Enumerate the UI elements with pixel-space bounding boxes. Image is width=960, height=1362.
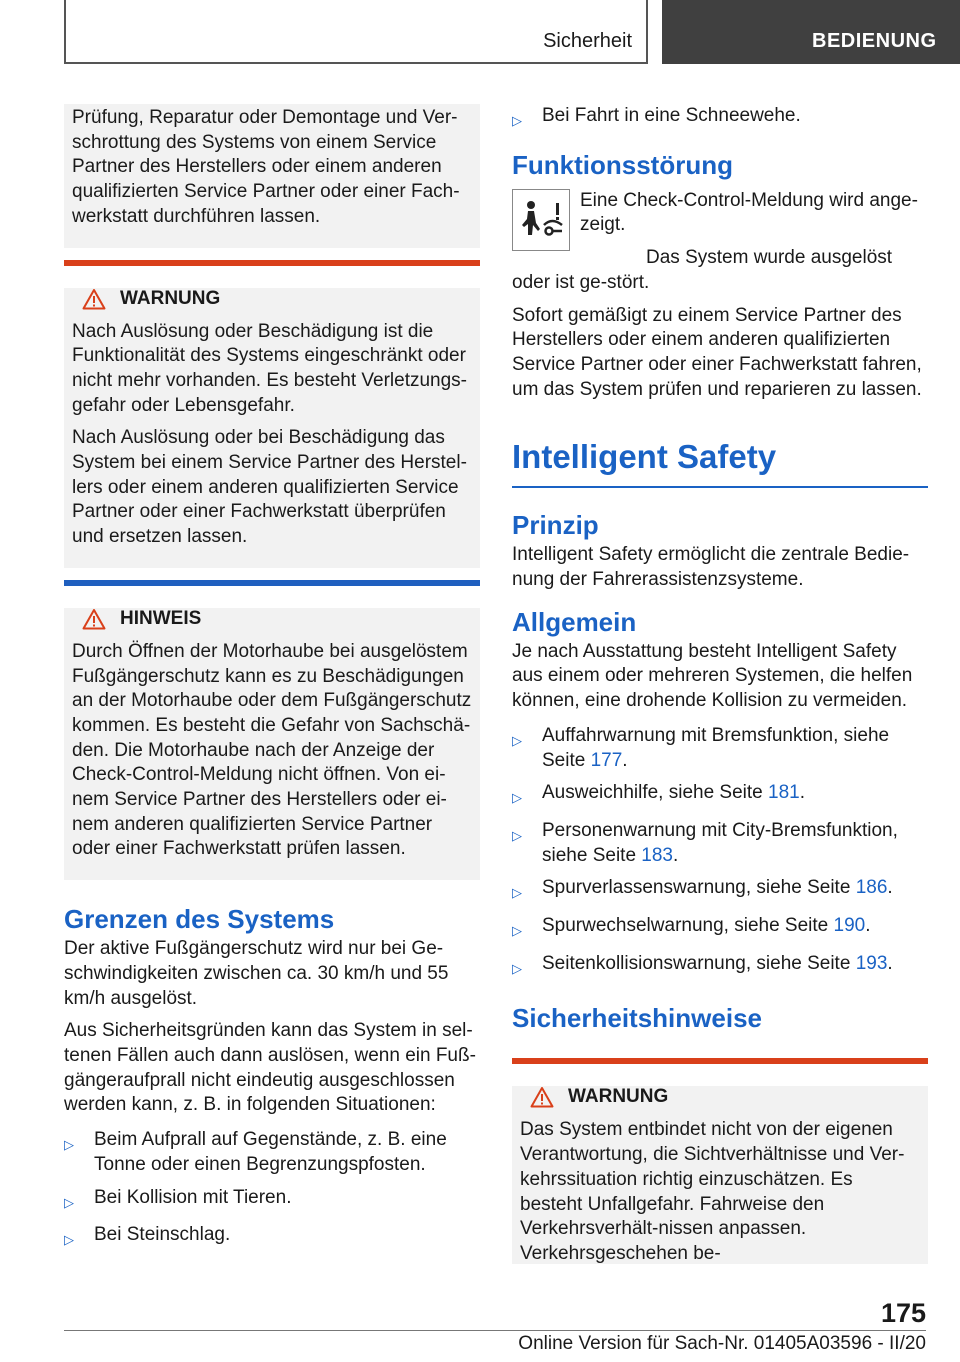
bullet-triangle-icon: ▷ xyxy=(64,1137,74,1153)
list-item xyxy=(512,914,928,944)
allgemein-paragraph: Je nach Ausstattung besteht Intelligent Safety aus einem oder mehreren Systemen, die helfen können, eine drohende Kollision zu vermeiden. xyxy=(512,640,913,712)
list-item xyxy=(64,1186,480,1216)
warning-title: WARNUNG xyxy=(120,287,221,309)
hint-paragraph: Durch Öffnen der Motorhaube bei ausgelöstem Fußgängerschutz kann es zu Beschädigungen an der Motorhaube oder dem Fußgängerschutz kommen. Es besteht die Gefahr von Sachschä‐den. Die Motorhaube nach der Anzeige der Check-Control-Meldung nicht öffnen. Von ei‐nem Service Partner des Herstellers oder ei‐nem anderen qualifizierten Service Partner oder einer Fachwerkstatt prüfen lassen. xyxy=(72,640,472,860)
intelligent-safety-heading: Intelligent Safety xyxy=(512,438,928,488)
bullet-triangle-icon: ▷ xyxy=(64,1194,74,1210)
warning-title: WARNUNG xyxy=(568,1086,669,1108)
list-item xyxy=(512,819,928,868)
prinzip-paragraph: Intelligent Safety ermöglicht die zentrale Bedie‐nung der Fahrerassistenzsysteme. xyxy=(512,544,910,591)
warning-header xyxy=(530,1086,920,1108)
header-chapter-title: BEDIENUNG xyxy=(812,30,937,52)
warning-header xyxy=(82,288,472,310)
fault-paragraph-1: Eine Check-Control-Meldung wird ange‐zeigt. xyxy=(580,189,918,236)
warning-paragraph: Das System entbindet nicht von der eigenen Verantwortung, die Sichtverhältnisse und Ver‐kehrssituation richtig einzuschätzen. Es besteht Unfallgefahr. Fahrweise den Verkehrsverhält‐nissen anpassen. Verkehrsgeschehen be‐ xyxy=(520,1119,905,1264)
list-item-text: Bei Steinschlag. xyxy=(94,1224,231,1246)
list-item-text: Auffahrwarnung mit Bremsfunktion, siehe Seite 177. xyxy=(542,724,890,771)
bullet-triangle-icon: ▷ xyxy=(512,923,522,939)
list-item-text: Bei Fahrt in eine Schneewehe. xyxy=(542,105,801,126)
list-item xyxy=(64,1223,480,1253)
limits-heading: Grenzen des Systems xyxy=(64,904,335,935)
header-section-tab xyxy=(64,0,648,64)
bullet-triangle-icon: ▷ xyxy=(512,827,522,843)
list-item-text: Spurverlassenswarnung, siehe Seite 186. xyxy=(542,877,893,899)
list-item xyxy=(512,104,928,134)
warning-paragraph-1: Nach Auslösung oder Beschädigung ist die Funktionalität des Systems eingeschränkt oder nicht mehr vorhanden. Es besteht Verletzungs‐gefahr oder Lebensgefahr. xyxy=(72,320,468,416)
header-section-title: Sicherheit xyxy=(543,30,632,52)
info-box xyxy=(64,104,480,248)
warning-paragraph-2: Nach Auslösung oder bei Beschädigung das System bei einem Service Partner des Herstel‐lers oder einem anderen qualifizierten Service Partner oder einer Fachwerkstatt überprüfen und ersetzen lassen. xyxy=(72,427,467,548)
warning-rule xyxy=(64,260,480,266)
list-item-text: Personenwarnung mit City-Bremsfunktion, siehe Seite 183. xyxy=(542,819,898,866)
pedestrian-icon xyxy=(516,195,566,245)
warning-rule xyxy=(512,1058,928,1064)
hint-header xyxy=(82,608,472,630)
warning-box xyxy=(64,288,480,568)
warning-box xyxy=(512,1086,928,1264)
header-chapter-tab xyxy=(662,0,960,64)
hint-title: HINWEIS xyxy=(120,607,202,629)
prinzip-heading: Prinzip xyxy=(512,510,599,541)
info-box-text: Prüfung, Reparatur oder Demontage und Ver‐schrottung des Systems von einem Service Partner des Herstellers oder einem anderen qualifizierten Service Partner oder einer Fach‐werkstatt durchführen lassen. xyxy=(72,107,460,227)
footer-text: Online Version für Sach-Nr. 01405A03596 - II/20 xyxy=(518,1333,926,1354)
list-item-text: Beim Aufprall auf Gegenstände, z. B. eine Tonne oder einen Begrenzungspfosten. xyxy=(94,1129,447,1175)
list-item xyxy=(512,724,928,773)
pedestrian-protection-warning-icon xyxy=(512,189,570,251)
bullet-triangle-icon: ▷ xyxy=(512,960,522,976)
list-item xyxy=(512,876,928,906)
fault-heading: Funktionsstörung xyxy=(512,149,733,180)
bullet-triangle-icon: ▷ xyxy=(512,885,522,901)
bullet-triangle-icon: ▷ xyxy=(512,113,522,128)
page-link[interactable]: 177 xyxy=(590,749,623,771)
bullet-triangle-icon: ▷ xyxy=(512,790,522,806)
hint-triangle-icon xyxy=(82,608,106,630)
list-item-text: Ausweichhilfe, siehe Seite 181. xyxy=(542,782,805,804)
bullet-triangle-icon: ▷ xyxy=(64,1232,74,1248)
bullet-triangle-icon: ▷ xyxy=(512,732,522,748)
fault-paragraph-2: Das System wurde ausgelöst oder ist ge‐stört. xyxy=(512,247,893,293)
warning-triangle-icon xyxy=(82,288,106,310)
list-item xyxy=(512,952,928,982)
limits-paragraph-2: Aus Sicherheitsgründen kann das System in sel‐tenen Fällen auch dann auslösen, wenn ein Fuß‐gängeraufprall nicht eindeutig ausgeschlossen werden kann, z. B. in folgenden Situationen: xyxy=(64,1020,476,1116)
hint-box xyxy=(64,608,480,880)
list-item xyxy=(64,1128,480,1177)
right-column xyxy=(512,104,928,1264)
page-link[interactable]: 183 xyxy=(641,844,673,866)
page-link[interactable]: 193 xyxy=(855,952,888,974)
allgemein-heading: Allgemein xyxy=(512,606,637,637)
page-link[interactable]: 181 xyxy=(768,782,800,804)
footer-rule xyxy=(64,1330,926,1331)
fault-paragraph-3: Sofort gemäßigt zu einem Service Partner des Herstellers oder einem anderen qualifizierten Service Partner oder einer Fachwerkstatt fahren, um das System prüfen und reparieren zu lassen. xyxy=(512,304,922,400)
list-item-text: Spurwechselwarnung, siehe Seite 190. xyxy=(542,915,871,937)
list-item-text: Seitenkollisionswarnung, siehe Seite 193. xyxy=(542,952,893,974)
sicherheitshinweise-heading: Sicherheitshinweise xyxy=(512,1003,762,1034)
list-item-text: Bei Kollision mit Tieren. xyxy=(94,1186,292,1208)
list-item xyxy=(512,781,928,811)
warning-triangle-icon xyxy=(530,1086,554,1108)
left-column xyxy=(64,104,480,1261)
limits-paragraph-1: Der aktive Fußgängerschutz wird nur bei Ge‐schwindigkeiten zwischen ca. 30 km/h und 55 km/h ausgelöst. xyxy=(64,938,449,1009)
page-link[interactable]: 186 xyxy=(855,877,888,899)
page-link[interactable]: 190 xyxy=(833,915,866,937)
hint-rule xyxy=(64,580,480,586)
page-number: 175 xyxy=(880,1298,926,1328)
